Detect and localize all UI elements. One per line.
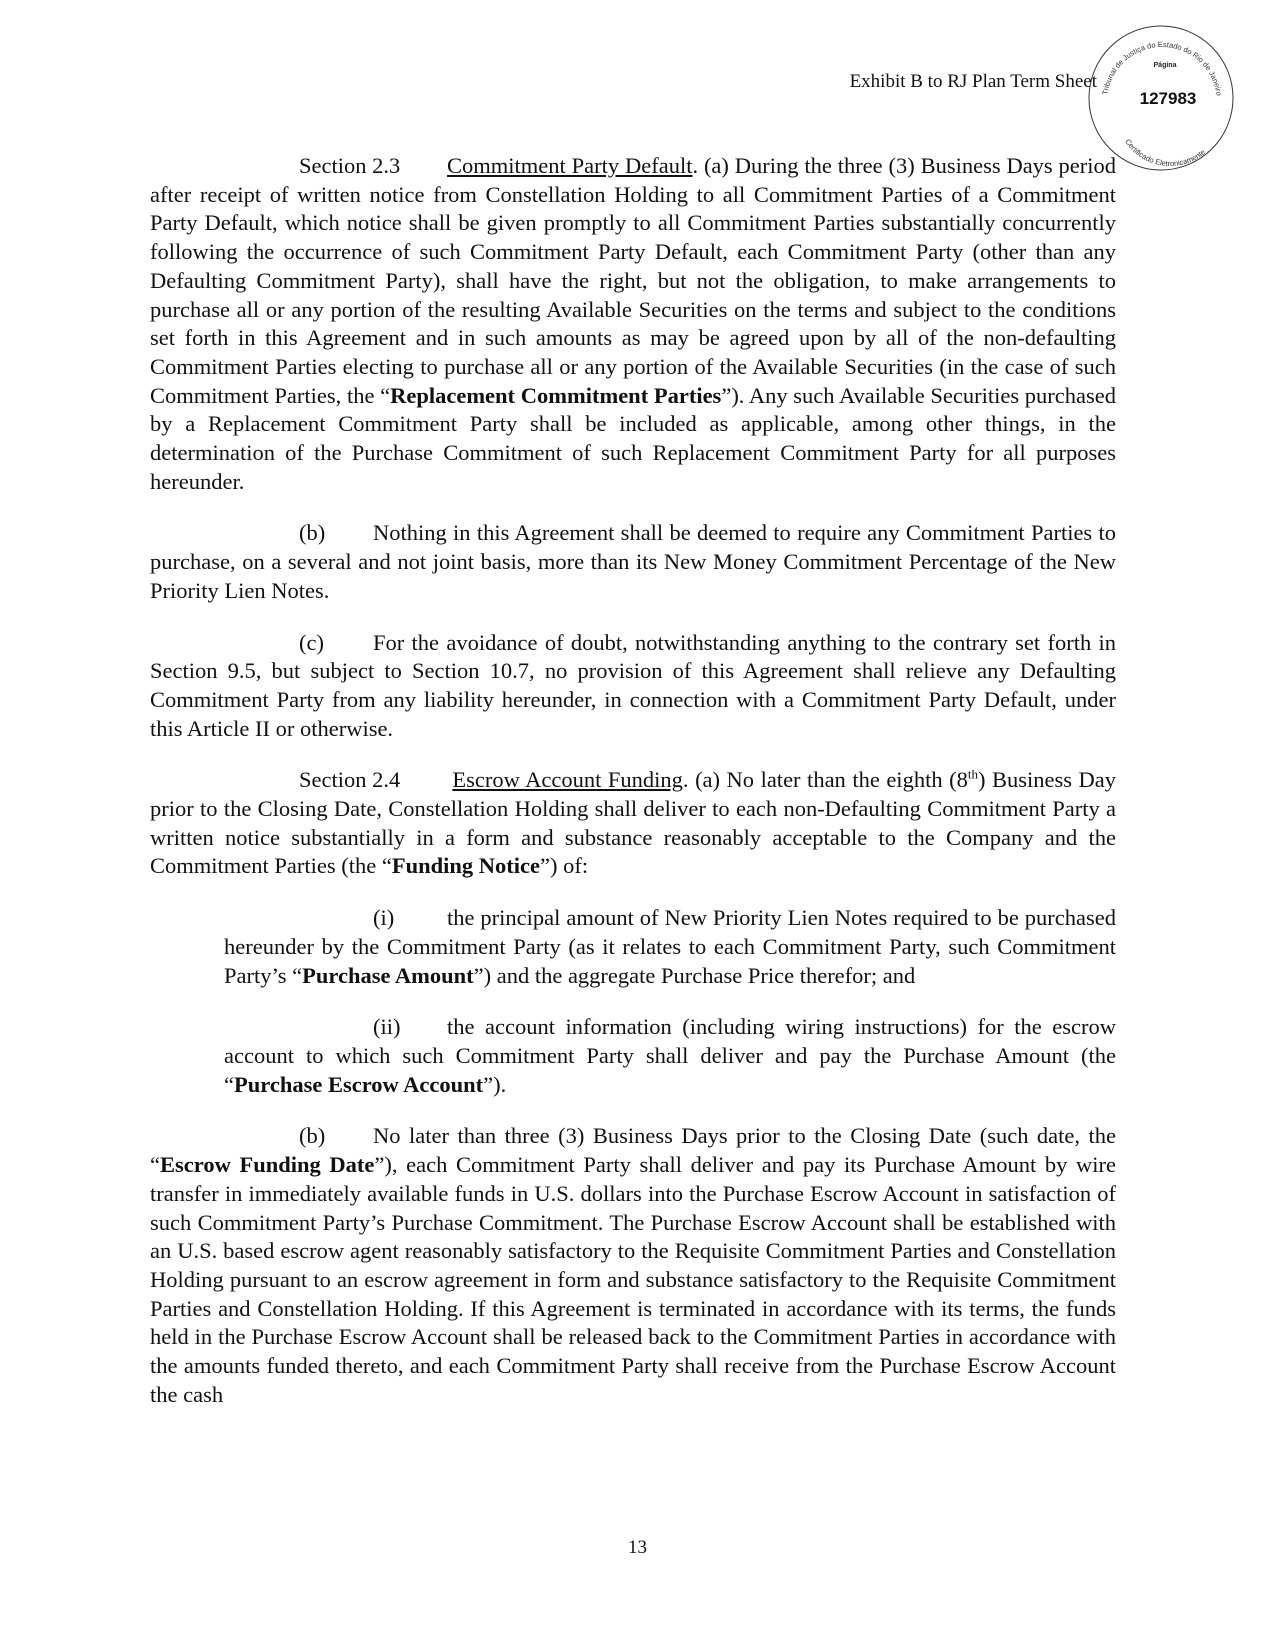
page-number: 13	[628, 1537, 647, 1558]
section-2-3-heading: Commitment Party Default	[447, 153, 693, 178]
seal-certified-text: Certificado Eletronicamente	[1123, 137, 1207, 169]
section-2-4-paragraph-a	[150, 766, 1116, 881]
section-2-3-label: Section 2.3	[299, 153, 401, 178]
section-2-4-paragraph-b	[150, 1122, 1116, 1409]
section-2-3-paragraph-b	[150, 519, 1116, 605]
section-2-3-paragraph-a	[150, 152, 1116, 496]
item-ii-text-post: ”).	[483, 1071, 507, 1097]
section-2-4-label: Section 2.4	[299, 767, 401, 793]
purchase-amount-term: Purchase Amount	[302, 962, 474, 988]
section-2-4-intro-end: ”) of:	[539, 853, 589, 879]
seal-ring-text: Tribunal de Justiça do Estado do Rio de Janeiro	[1100, 39, 1224, 97]
svg-text:Certificado Eletronicamente	[1123, 137, 1207, 168]
purchase-escrow-account-term: Purchase Escrow Account	[234, 1071, 484, 1097]
section-2-4-intro-pre: . (a) No later than the eighth (8	[682, 767, 968, 793]
seal-page-label: Página	[1153, 62, 1177, 69]
section-2-4-intro-post: ) Business Day prior to the Closing Date, Constellation Holding shall deliver to each non-Defaulting Commitment Party a written notice substantially in a form and substance reasonably acceptable to the Company and the Commitment Parties (the “	[150, 767, 1116, 879]
item-i-text-post: ”) and the aggregate Purchase Price therefor; and	[473, 962, 916, 988]
section-2-4-heading: Escrow Account Funding	[452, 767, 683, 793]
seal-page-number: 127983	[1139, 89, 1197, 108]
paragraph-b-text: Nothing in this Agreement shall be deemed to require any Commitment Parties to purchase, on a several and not joint basis, more than its New Money Commitment Percentage of the New Priority Lien Notes.	[150, 520, 1116, 603]
document-body	[150, 152, 1116, 1432]
superscript-th: th	[967, 766, 978, 782]
list-item-ii	[224, 1013, 1116, 1099]
escrow-funding-date-term: Escrow Funding Date	[160, 1152, 375, 1178]
item-ii-text-pre: the account information (including wiring instructions) for the escrow account to which such Commitment Party shall deliver and pay the Purchase Amount (the “	[224, 1014, 1116, 1097]
section-2-4-b-text-post: ”), each Commitment Party shall deliver and pay its Purchase Amount by wire transfer in immediately available funds in U.S. dollars into the Purchase Escrow Account in satisfaction of such Commitment Party’s Purchase Commitment. The Purchase Escrow Account shall be established with an U.S. based escrow agent reasonably satisfactory to the Requisite Commitment Parties and Constellation Holding pursuant to an escrow agreement in form and substance satisfactory to the Requisite Commitment Parties and Constellation Holding. If this Agreement is terminated in accordance with its terms, the funds held in the Purchase Escrow Account shall be released back to the Commitment Parties in accordance with the amounts funded thereto, and each Commitment Party shall receive from the Purchase Escrow Account the cash	[150, 1152, 1117, 1407]
section-2-4-b-text-pre: No later than three (3) Business Days prior to the Closing Date (such date, the “	[150, 1123, 1116, 1178]
section-2-3-paragraph-c	[150, 629, 1116, 744]
item-ii-label: (ii)	[373, 1014, 401, 1040]
paragraph-c-label: (c)	[299, 629, 324, 655]
replacement-commitment-parties-term: Replacement Commitment Parties	[390, 382, 722, 408]
exhibit-header: Exhibit B to RJ Plan Term Sheet	[849, 71, 1097, 92]
section-2-4-b-label: (b)	[299, 1123, 326, 1149]
section-2-3-text-intro: . (a) During the three (3) Business Days period after receipt of written notice from Constellation Holding to all Commitment Parties of a Commitment Party Default, which notice shall be given promptly to all Commitment Parties substantially concurrently following the occurrence of such Commitment Party Default, each Commitment Party (other than any Defaulting Commitment Party), shall have the right, but not the obligation, to make arrangements to purchase all or any portion of the resulting Available Securities on the terms and subject to the conditions set forth in this Agreement and in such amounts as may be agreed upon by all of the non-defaulting Commitment Parties electing to purchase all or any portion of the Available Securities (in the case of such Commitment Parties, the “	[150, 153, 1117, 408]
funding-notice-term: Funding Notice	[391, 853, 540, 879]
list-item-i	[224, 904, 1116, 990]
paragraph-c-text: For the avoidance of doubt, notwithstanding anything to the contrary set forth in Section 9.5, but subject to Section 10.7, no provision of this Agreement shall relieve any Defaulting Commitment Party from any liability hereunder, in connection with a Commitment Party Default, under this Article II or otherwise.	[150, 629, 1116, 741]
item-i-text-pre: the principal amount of New Priority Lien Notes required to be purchased hereunder by the Commitment Party (as it relates to each Commitment Party, such Commitment Party’s “	[224, 905, 1116, 988]
item-i-label: (i)	[373, 905, 395, 931]
section-2-3-text-end: ”). Any such Available Securities purchased by a Replacement Commitment Party shall be included as applicable, among other things, in the determination of the Purchase Commitment of such Replacement Commitment Party for all purposes hereunder.	[150, 382, 1117, 494]
paragraph-b-label: (b)	[299, 520, 326, 546]
